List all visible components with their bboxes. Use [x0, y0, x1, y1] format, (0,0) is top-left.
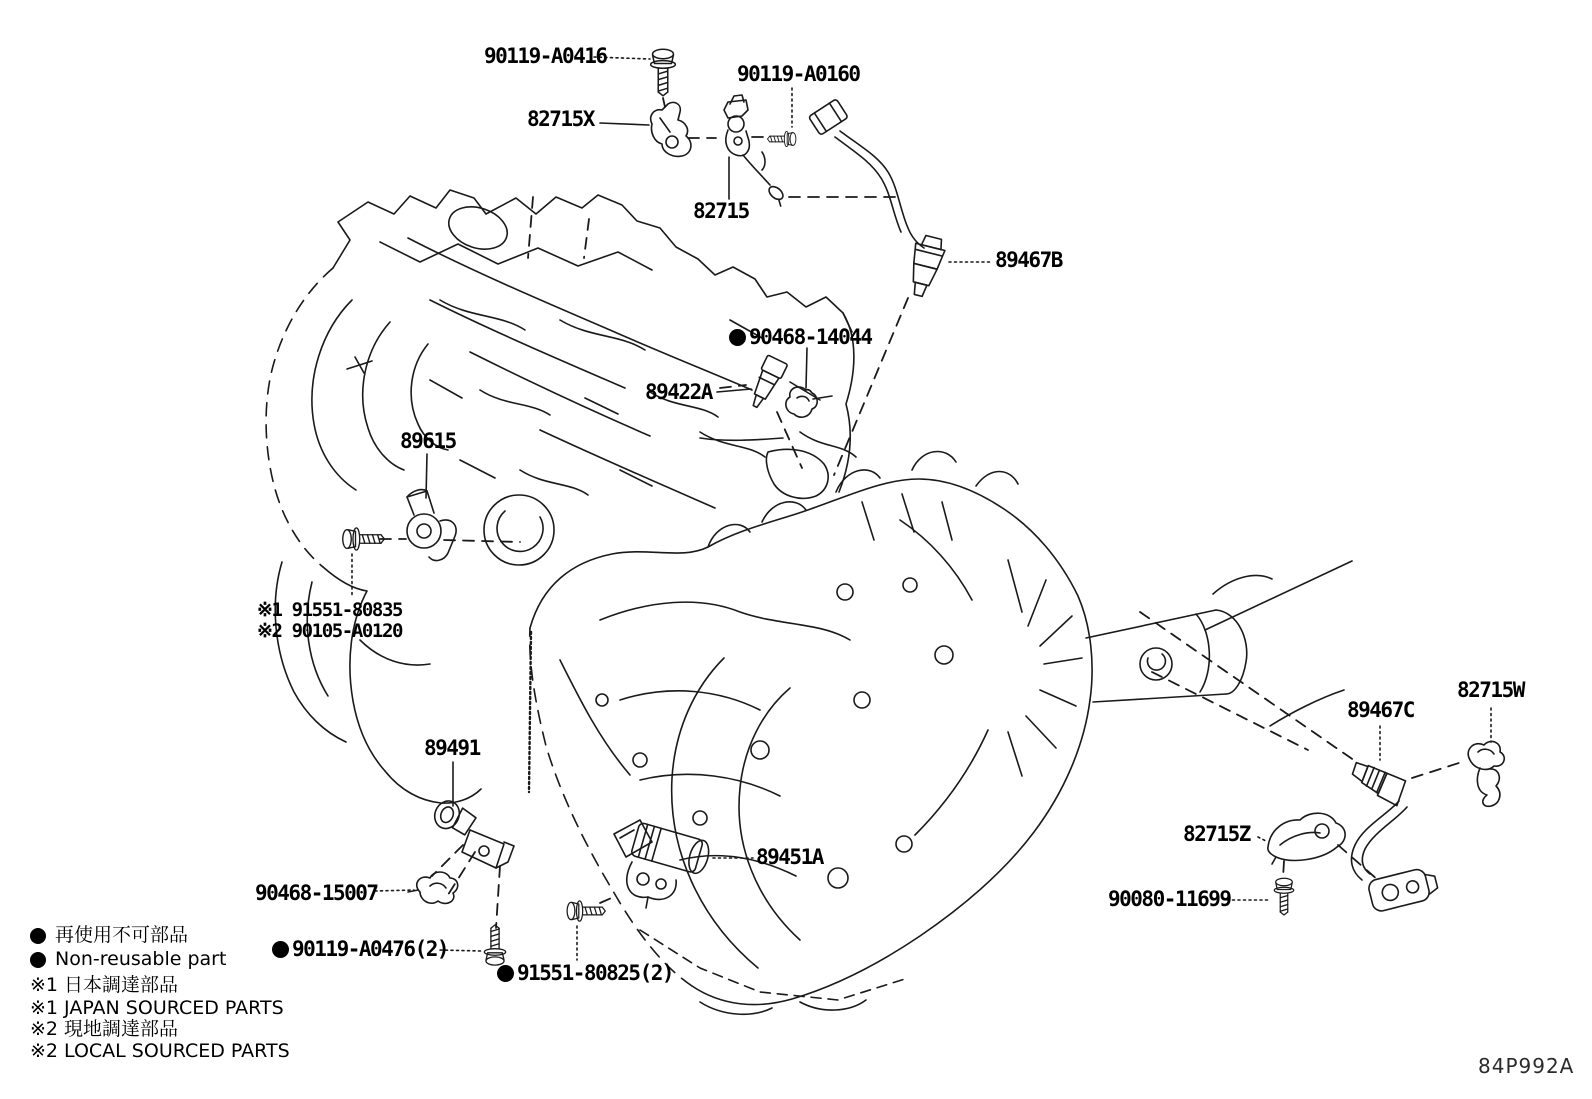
- sensor-89422A-icon: [745, 355, 788, 411]
- bracket-82715Z-icon: [1268, 813, 1345, 864]
- part-label-82715X: 82715X: [527, 107, 594, 131]
- output-shaft: [1086, 561, 1352, 726]
- leader-89422A: [717, 389, 751, 392]
- part-label-82715W: 82715W: [1457, 678, 1524, 702]
- dash-89491-to-bolt: [496, 866, 500, 928]
- engine-left-lower-outline: [323, 567, 385, 771]
- part-label-89467C: 89467C: [1347, 698, 1414, 722]
- clamp-90468-15007-icon: [408, 872, 458, 903]
- sensor-89467C-icon: [1347, 756, 1409, 805]
- clamp-90468-14044-icon: [786, 387, 832, 417]
- case-contour: [600, 602, 850, 640]
- part-label-90105-A0120: ※2 90105-A0120: [257, 620, 403, 642]
- figure-code: 84P992A: [1478, 1054, 1575, 1078]
- part-label-82715: 82715: [693, 199, 749, 223]
- dash-89422A-to-engine: [777, 412, 802, 468]
- sensor-89467B-icon: [904, 234, 948, 299]
- shaft-hole-inner: [1147, 654, 1165, 670]
- plenum-ridge: [430, 300, 625, 388]
- legend-non-reusable-jp: 再使用不可部品: [30, 925, 188, 946]
- body-arc: [1270, 690, 1344, 726]
- bell-arc: [739, 688, 800, 940]
- dash-A0416-to-bracket: [663, 98, 665, 107]
- case-boss: [854, 692, 870, 708]
- non-reusable-dot: [497, 965, 514, 982]
- part-label-90468-15007: 90468-15007: [255, 881, 378, 905]
- clip-82715W-icon: [1468, 741, 1504, 806]
- dash-89467C-to-clip: [1412, 762, 1462, 778]
- case-boss: [751, 741, 769, 759]
- plenum-port: [443, 200, 512, 257]
- part-label-90119-A0476: 90119-A0476(2): [272, 939, 448, 959]
- body-arc: [1213, 575, 1272, 594]
- block-detail: [430, 380, 550, 415]
- bolt-90119-A0160-icon: [767, 131, 795, 146]
- bolt-91551-80825-icon: [567, 901, 605, 921]
- legend-non-reusable-en: Non-reusable part: [30, 949, 226, 970]
- leader-89615: [426, 454, 427, 498]
- dash-cut-line-b: [584, 219, 589, 258]
- plenum-ridge: [470, 352, 650, 436]
- engine-left-outline-dashed: [266, 268, 333, 567]
- bolt-91551-80835-icon: [343, 528, 385, 550]
- part-label-89451A: 89451A: [756, 845, 823, 869]
- bell-arc: [672, 658, 758, 968]
- case-contour: [915, 730, 988, 835]
- pan-flange-dashed: [640, 930, 908, 1000]
- part-label-90468-14044: 90468-14044: [729, 327, 872, 347]
- engine-block: [266, 190, 856, 803]
- part-label-90080-11699: 90080-11699: [1108, 887, 1231, 911]
- diff-fan-ribs: [1008, 560, 1082, 776]
- part-label-89422A: 89422A: [645, 380, 712, 404]
- sensor-89615-icon: [407, 490, 456, 561]
- cam-cover-zigzag: [380, 242, 652, 270]
- leader-82715X: [600, 123, 649, 125]
- body-line: [1205, 561, 1352, 630]
- part-label-90119-A0160: 90119-A0160: [737, 62, 860, 86]
- sensor-82715-icon: [724, 95, 788, 206]
- part-label-89615: 89615: [400, 429, 456, 453]
- bolt-90080-11699-icon: [1274, 878, 1294, 915]
- leader-90468-15007: [375, 890, 414, 891]
- legend-local-sourced-en: ※2 LOCAL SOURCED PARTS: [30, 1040, 290, 1062]
- shaft-end-inner: [1196, 614, 1209, 692]
- part-label-89491: 89491: [424, 736, 480, 760]
- part-label-91551-80835: ※1 91551-80835: [257, 599, 403, 621]
- dash-cut-line-a: [528, 197, 533, 258]
- transaxle: [529, 452, 1092, 1015]
- intake-runner: [363, 322, 404, 470]
- mount-curves: [385, 771, 481, 803]
- case-boss: [903, 578, 917, 592]
- legend-local-sourced-jp: ※2 現地調達部品: [30, 1018, 179, 1040]
- part-label-89467B: 89467B: [995, 248, 1062, 272]
- non-reusable-dot: [30, 952, 46, 968]
- case-contour: [560, 660, 630, 775]
- block-detail: [560, 320, 645, 350]
- pan-bumps: [700, 1000, 866, 1014]
- mount-curves: [360, 640, 430, 665]
- transaxle-left-outline-dashed: [530, 628, 692, 986]
- bracket-82715X-icon: [651, 102, 691, 156]
- harness-89467C-icon: [1351, 801, 1439, 913]
- legend-japan-sourced-jp: ※1 日本調達部品: [30, 974, 179, 996]
- case-boss: [828, 868, 848, 888]
- dash-shaft-to-89467C-a: [1140, 612, 1358, 763]
- dash-bracketZ-to-bolt: [1283, 861, 1284, 878]
- part-label-91551-80825: 91551-80825(2): [497, 963, 673, 983]
- case-lumps: [708, 452, 1018, 547]
- harness-89467B-icon: [809, 99, 924, 248]
- leader-82715Z: [1258, 837, 1266, 841]
- case-contour: [640, 774, 780, 796]
- case-boss: [837, 584, 853, 600]
- non-reusable-dot: [272, 941, 289, 958]
- bolt-90119-A0476-icon: [484, 925, 505, 965]
- case-boss: [693, 811, 707, 825]
- case-boss: [596, 694, 608, 706]
- dash-shaft-to-89467C-b: [1152, 672, 1308, 750]
- non-reusable-dot: [30, 928, 46, 944]
- dash-80825-to-solenoid: [600, 896, 616, 903]
- case-boss: [935, 646, 953, 664]
- case-ribs: [862, 494, 952, 540]
- case-contour: [900, 520, 972, 600]
- legend-japan-sourced-en: ※1 JAPAN SOURCED PARTS: [30, 997, 284, 1019]
- bolt-90119-A0416-icon: [651, 49, 676, 96]
- throttle-body-inner: [497, 511, 543, 551]
- plenum-ridge: [540, 430, 715, 508]
- dash-bracketZ-to-connector: [1338, 845, 1378, 880]
- part-label-90119-A0416: 90119-A0416: [484, 44, 607, 68]
- shaft-hole: [1140, 648, 1172, 680]
- block-detail: [460, 460, 588, 495]
- intake-runner: [312, 300, 356, 490]
- non-reusable-dot: [729, 329, 746, 346]
- transaxle-top-outline: [530, 479, 1092, 700]
- part-label-82715Z: 82715Z: [1183, 822, 1250, 846]
- leader-90468-14044: [806, 348, 807, 388]
- case-boss: [896, 836, 912, 852]
- assembly-dashed-lines: [380, 98, 1462, 928]
- case-boss: [633, 753, 647, 767]
